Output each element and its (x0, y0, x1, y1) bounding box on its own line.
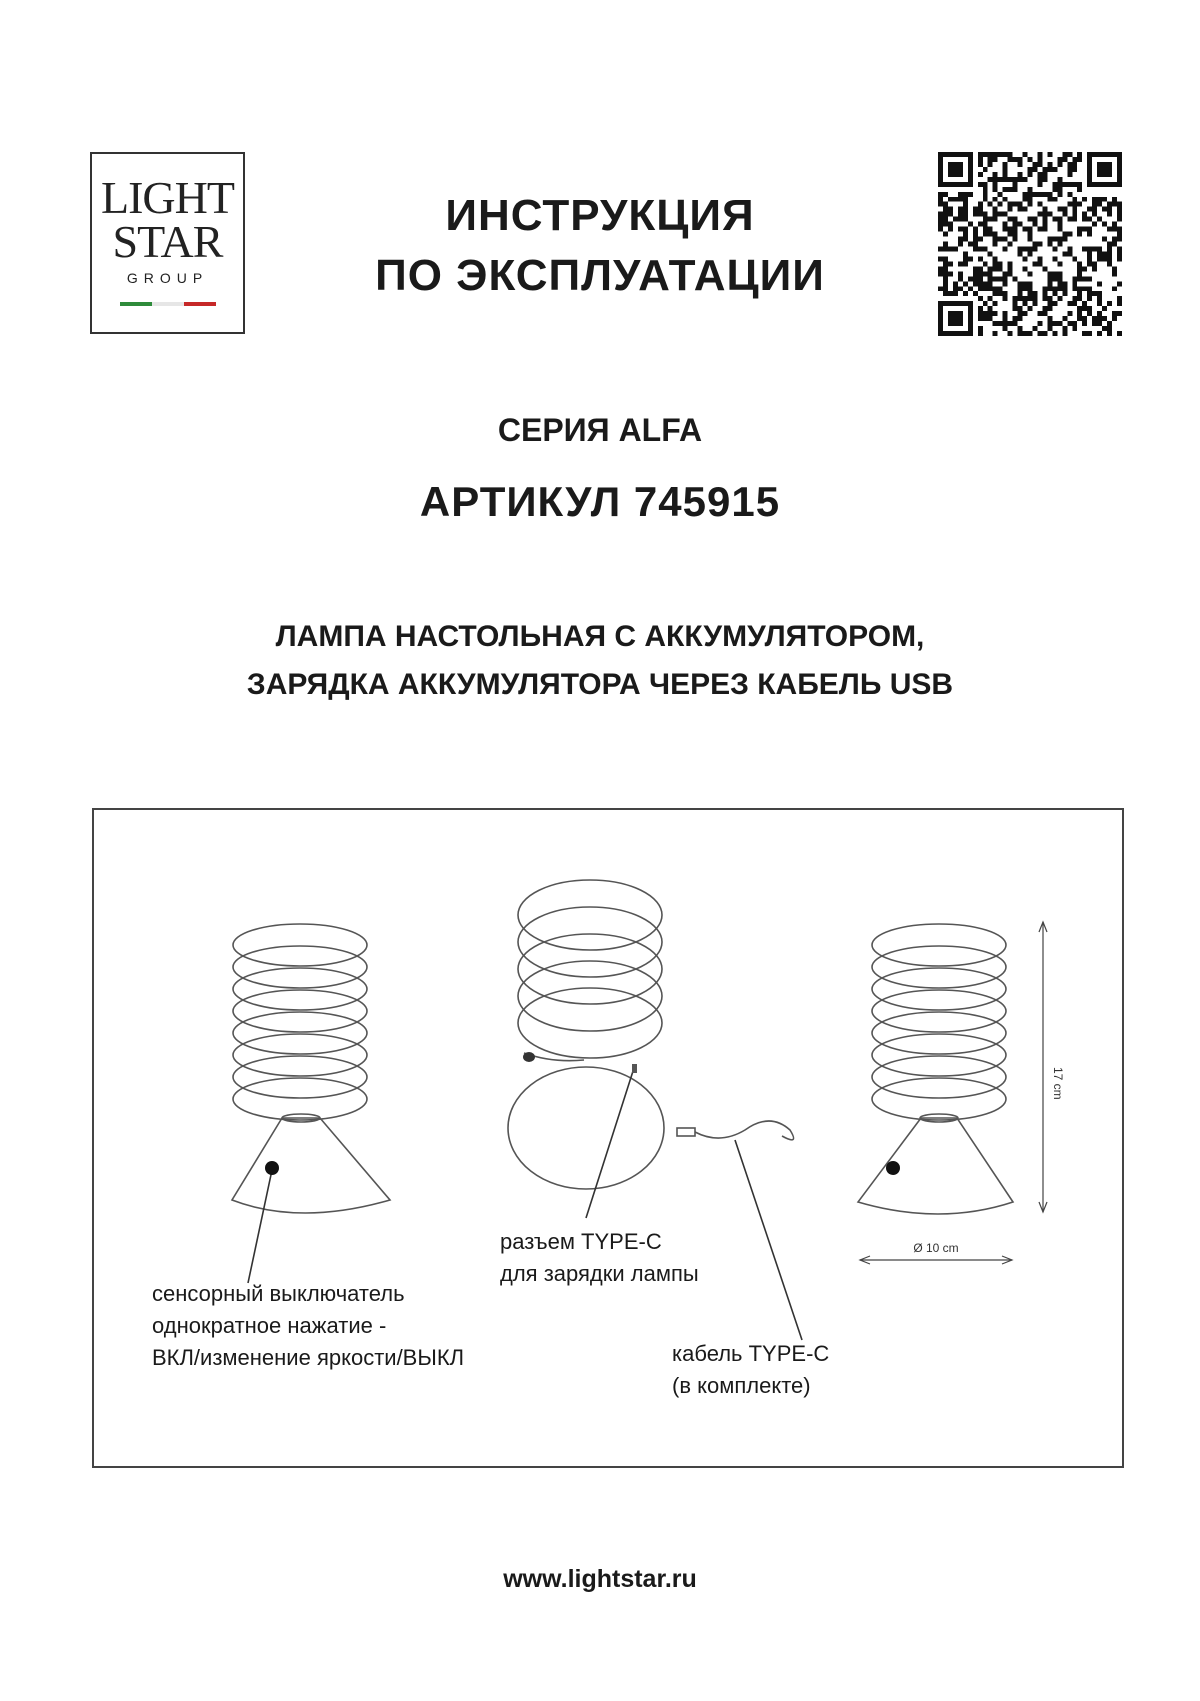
product-description-line-1: ЛАМПА НАСТОЛЬНАЯ С АККУМУЛЯТОРОМ, (275, 620, 925, 653)
switch-label (152, 1278, 464, 1374)
lamp-front-view (232, 924, 390, 1213)
product-description-line-2: ЗАРЯДКА АККУМУЛЯТОРА ЧЕРЕЗ КАБЕЛЬ USB (246, 668, 954, 701)
cable-label-line-1: кабель TYPE-C (672, 1341, 830, 1366)
document-title-line-1: ИНСТРУКЦИЯ (445, 191, 755, 240)
website-link[interactable]: www.lightstar.ru (503, 1565, 697, 1593)
cable-label (672, 1338, 829, 1402)
type-c-cable (677, 1121, 794, 1140)
cable-label-line-2: (в комплекте) (672, 1373, 811, 1398)
logo-line-3: GROUP (126, 270, 209, 286)
touch-switch-dot-back (523, 1052, 535, 1062)
switch-label-line-2: однократное нажатие - (152, 1313, 387, 1338)
logo-line-1: LIGHT (101, 172, 234, 223)
article-number: АРТИКУЛ 745915 (419, 478, 781, 525)
switch-label-line-3: ВКЛ/изменение яркости/ВЫКЛ (152, 1345, 465, 1370)
lamp-back-view (508, 880, 664, 1189)
diameter-dimension-line (860, 1256, 1012, 1264)
connector-label-line-2: для зарядки лампы (500, 1261, 699, 1286)
connector-label (500, 1226, 699, 1290)
connector-leader-line (586, 1068, 634, 1218)
height-dimension-line (1039, 922, 1047, 1212)
switch-leader-line (248, 1170, 272, 1283)
diameter-dimension-text: Ø 10 cm (913, 1241, 959, 1255)
lamp-side-view (858, 924, 1013, 1214)
connector-label-line-1: разъем TYPE-C (500, 1229, 662, 1254)
cable-leader-line (735, 1140, 802, 1340)
type-c-port-mark (632, 1064, 637, 1073)
touch-switch-dot-front (265, 1161, 279, 1175)
height-dimension-text: 17 cm (1051, 1067, 1065, 1100)
document-title-line-2: ПО ЭКСПЛУАТАЦИИ (375, 251, 825, 300)
logo-line-2: STAR (112, 216, 223, 267)
series-label: СЕРИЯ ALFA (497, 412, 703, 448)
switch-label-line-1: сенсорный выключатель (152, 1281, 405, 1306)
touch-switch-dot-side (886, 1161, 900, 1175)
